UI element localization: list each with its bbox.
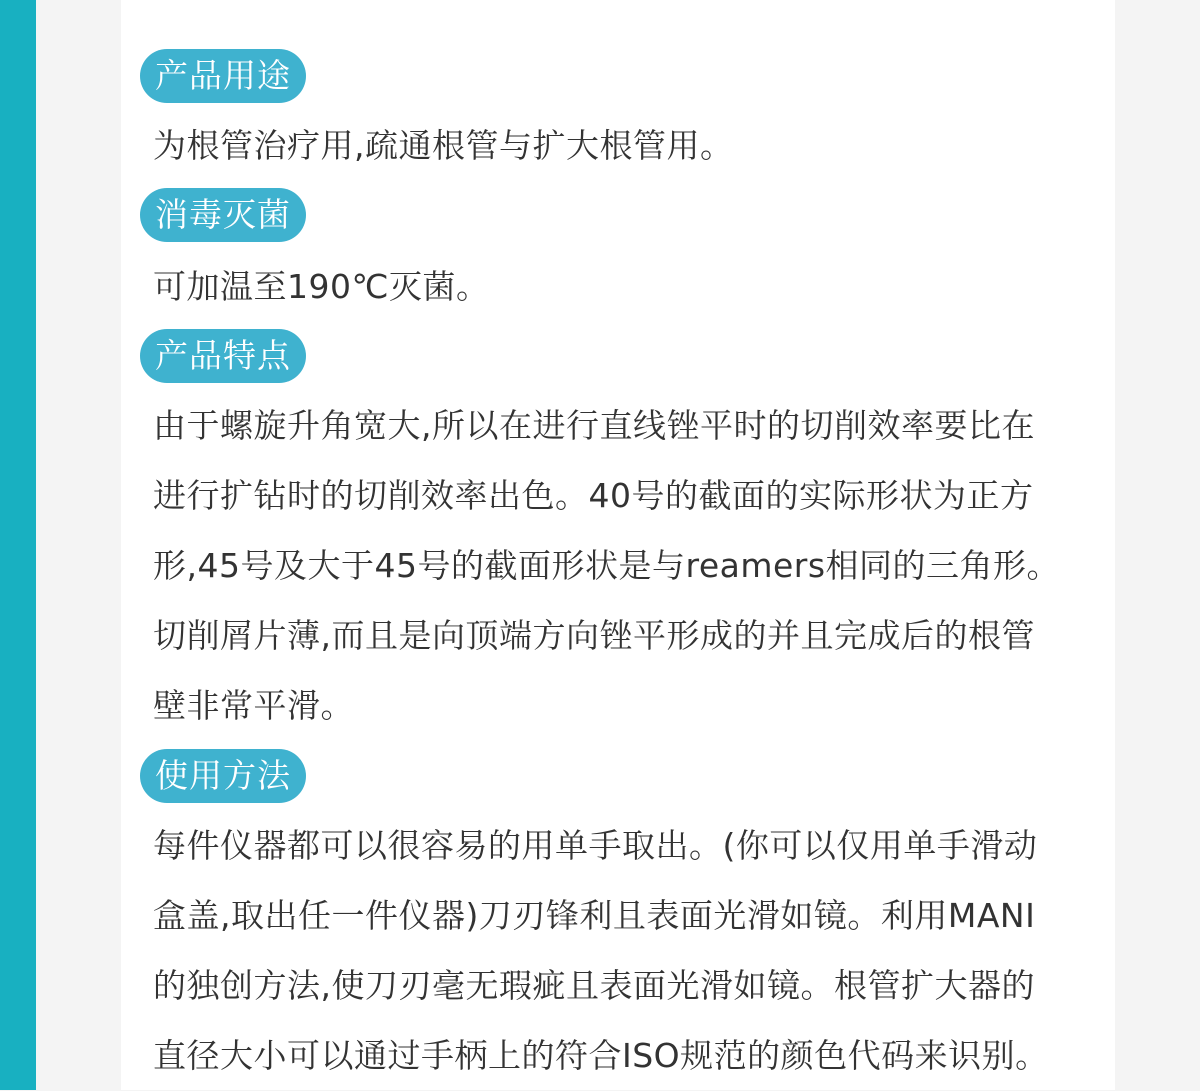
text-line: 壁非常平滑。: [153, 686, 354, 725]
text-line: 为根管治疗用,疏通根管与扩大根管用。: [153, 126, 734, 165]
section-badge-features: 产品特点: [140, 329, 306, 383]
text-line: 每件仪器都可以很容易的用单手取出。(你可以仅用单手滑动: [153, 826, 1038, 865]
section-badge-usage-method: 使用方法: [140, 749, 306, 803]
text-line: 形,45号及大于45号的截面形状是与reamers相同的三角形。: [153, 546, 1061, 585]
section-text-usage: [153, 111, 1088, 181]
section-badge-usage: 产品用途: [140, 49, 306, 103]
text-line: 直径大小可以通过手柄上的符合ISO规范的颜色代码来识别。: [153, 1036, 1049, 1075]
text-line: 可加温至190℃灭菌。: [153, 267, 490, 306]
section-text-sterilization: [153, 252, 1088, 322]
text-line: 由于螺旋升角宽大,所以在进行直线锉平时的切削效率要比在: [153, 406, 1035, 445]
text-line: 盒盖,取出任一件仪器)刀刃锋利且表面光滑如镜。利用MANI: [153, 896, 1036, 935]
text-line: 切削屑片薄,而且是向顶端方向锉平形成的并且完成后的根管: [153, 616, 1035, 655]
section-badge-sterilization: 消毒灭菌: [140, 188, 306, 242]
text-line: 进行扩钻时的切削效率出色。40号的截面的实际形状为正方: [153, 476, 1034, 515]
left-accent-bar: [0, 0, 36, 1090]
text-line: 的独创方法,使刀刃毫无瑕疵且表面光滑如镜。根管扩大器的: [153, 966, 1035, 1005]
section-text-features: [153, 391, 1088, 741]
section-text-usage-method: [153, 811, 1088, 1091]
